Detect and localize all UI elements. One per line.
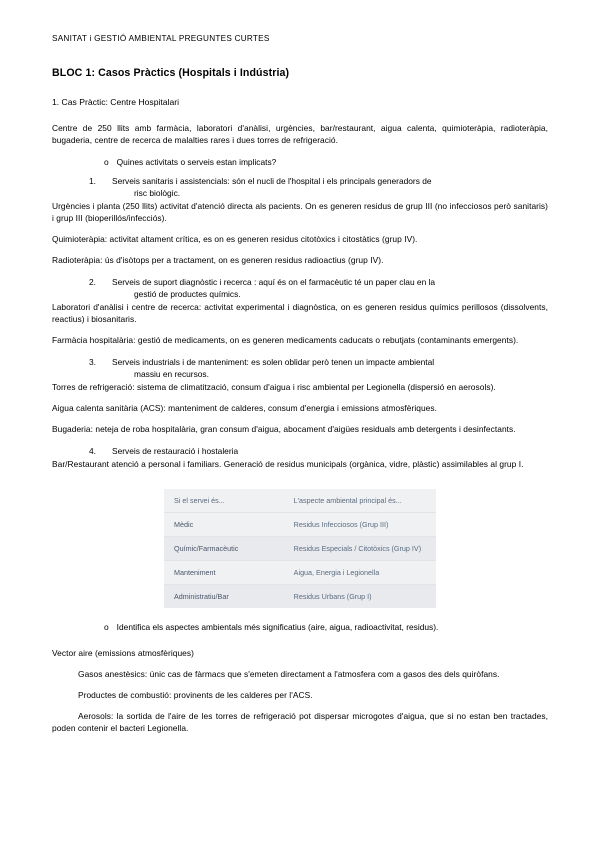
table-cell-aspect: Residus Urbans (Grup I)	[284, 585, 436, 609]
vector-heading: Vector aire (emissions atmosfèriques)	[52, 648, 194, 659]
item-3-para-2: Aigua calenta sanitària (ACS): manteniment de calderes, consum d'energia i emissions atmosfèriques.	[52, 403, 438, 414]
vector-section	[52, 648, 548, 735]
list-marker: 3.	[89, 356, 96, 367]
list-item-lead	[103, 356, 548, 380]
table-row	[164, 561, 436, 585]
question-1	[104, 157, 548, 169]
table-cell-aspect: Aigua, Energia i Legionella	[284, 561, 436, 585]
table-row	[164, 513, 436, 537]
item-2-para-1: Laboratori d'anàlisi i centre de recerca: activitat experimental i diagnòstica, on es generen residus químics perillosos (dissolvents, reactius) i biosanitaris.	[52, 302, 548, 325]
list-item-lead-line1: Serveis de suport diagnòstic i recerca : aquí és on el farmacèutic té un paper clau en la	[112, 276, 436, 287]
vector-para-3: Aerosols: la sortida de l'aire de les torres de refrigeració pot dispersar microgotes d'aigua, que si no estan ben tractades, poden contenir el bacteri Legionella.	[52, 710, 548, 733]
list-item-lead-line2: risc biològic.	[134, 187, 181, 198]
table-cell-service: Químic/Farmacèutic	[164, 537, 284, 561]
table-cell-service: Mèdic	[164, 513, 284, 537]
table-row	[164, 537, 436, 561]
list-item-lead-line2: massiu en recursos.	[134, 369, 209, 380]
table-cell-aspect: Residus Infecciosos (Grup III)	[284, 513, 436, 537]
bullet-marker: o	[104, 622, 109, 633]
list-item-lead	[103, 175, 548, 199]
list-marker: 2.	[89, 276, 96, 287]
question-2-text: Identifica els aspectes ambientals més significatius (aire, aigua, radioactivitat, residus).	[116, 622, 439, 633]
aspect-table-wrapper	[52, 489, 548, 608]
list-item-lead-line1: Serveis de restauració i hostaleria	[112, 446, 239, 457]
item-3-para-1: Torres de refrigeració: sistema de climatització, consum d'aigua i risc ambiental per Legionella (dispersió en aerosols).	[52, 382, 496, 393]
list-item-lead	[103, 276, 548, 300]
case-title: 1. Cas Pràctic: Centre Hospitalari	[52, 97, 180, 107]
item-2-para-2: Farmàcia hospitalària: gestió de medicaments, on es generen medicaments caducats o rebutjats (contaminants emergents).	[52, 335, 519, 346]
table-cell-aspect: Residus Especials / Citotòxics (Grup IV)	[284, 537, 436, 561]
list-marker: 4.	[89, 446, 96, 457]
question-1-text: Quines activitats o serveis estan implicats?	[116, 156, 277, 167]
question-2	[104, 622, 548, 634]
list-marker: 1.	[89, 175, 96, 186]
item-1-para-2: Quimioteràpia: activitat altament crítica, es on es generen residus citotòxics i citostàtics (grup IV).	[52, 233, 418, 244]
list-item	[82, 445, 548, 457]
item-1-para-3: Radioteràpia: ús d'isòtops per a tractament, on es generen residus radioactius (grup IV).	[52, 254, 384, 265]
table-header-row	[164, 489, 436, 513]
table-header-cell-aspect: L'aspecte ambiental principal és...	[284, 489, 436, 513]
item-4-para-1: Bar/Restaurant atenció a personal i familiars. Generació de residus municipals (orgànica, vidre, plàstic) assimilables al grup I.	[52, 459, 524, 470]
list-item	[82, 356, 548, 380]
table-header-cell-service: Si el servei és...	[164, 489, 284, 513]
table-cell-service: Administratiu/Bar	[164, 585, 284, 609]
vector-para-2: Productes de combustió: provinents de les calderes per l'ACS.	[78, 689, 313, 700]
aspect-table	[164, 489, 436, 608]
list-item-lead	[103, 445, 548, 457]
table-cell-service: Manteniment	[164, 561, 284, 585]
running-head: SANITAT i GESTIÓ AMBIENTAL PREGUNTES CURTES	[52, 34, 270, 43]
table-row	[164, 585, 436, 609]
list-item-lead-line1: Serveis sanitaris i assistencials: són el nucli de l'hospital i els principals generadors de	[112, 175, 432, 186]
list-item	[82, 175, 548, 199]
list-item	[82, 276, 548, 300]
bullet-marker: o	[104, 156, 109, 167]
list-item-lead-line1: Serveis industrials i de manteniment: es solen oblidar però tenen un impacte ambiental	[112, 356, 435, 367]
list-item-lead-line2: gestió de productes químics.	[134, 289, 241, 300]
vector-para-1: Gasos anestèsics: únic cas de fàrmacs que s'emeten directament a l'atmosfera com a gasos des dels quiròfans.	[78, 669, 500, 680]
item-3-para-3: Bugaderia: neteja de roba hospitalària, gran consum d'aigua, abocament d'aigües residuals amb detergents i desinfectants.	[52, 424, 516, 435]
item-1-para-1: Urgències i planta (250 llits) activitat d'atenció directa als pacients. On es generen residus de grup III (no infecciosos però sanitaris) i grup III (bioperillós/infecciós).	[52, 201, 548, 224]
page-title: BLOC 1: Casos Pràctics (Hospitals i Indústria)	[52, 67, 290, 79]
intro-paragraph: Centre de 250 llits amb farmàcia, laboratori d'anàlisi, urgències, bar/restaurant, aigua calenta, quimioteràpia, radioteràpia, bugaderia, centre de recerca de malalties rares i dues torres de refrigeració.	[52, 123, 548, 145]
